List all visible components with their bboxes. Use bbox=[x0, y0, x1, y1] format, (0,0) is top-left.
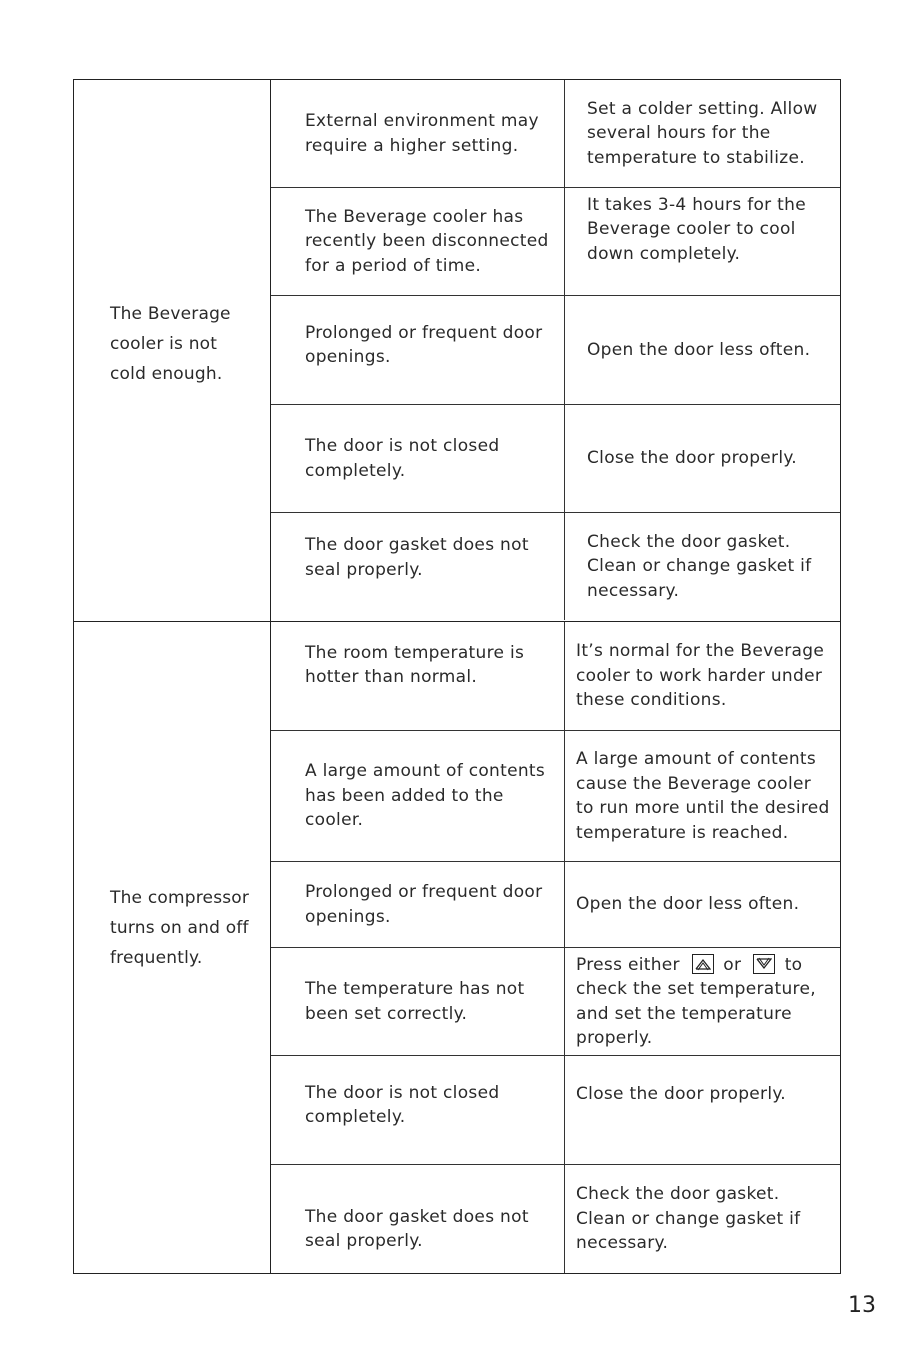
cause-cell: The Beverage cooler has recently been disconnected for a period of time. bbox=[305, 206, 549, 276]
table-row bbox=[271, 1165, 840, 1273]
solution-cell: Close the door properly. bbox=[564, 405, 840, 512]
problem-cell bbox=[74, 622, 271, 1273]
cause-cell: A large amount of contents has been added to the cooler. bbox=[305, 761, 546, 831]
problem-cell bbox=[74, 80, 271, 621]
cause-cell: The door is not closed completely. bbox=[305, 1082, 500, 1127]
up-arrow-key-icon bbox=[692, 954, 714, 974]
solution-cell: Open the door less often. bbox=[564, 862, 840, 947]
page-number: 13 bbox=[848, 1293, 876, 1318]
solution-cell: It’s normal for the Beverage cooler to work harder under these conditions. bbox=[564, 622, 840, 730]
solution-cell: Close the door properly. bbox=[564, 1056, 840, 1164]
section-compressor bbox=[74, 622, 840, 1273]
solution-cell bbox=[564, 948, 840, 1055]
table-row bbox=[271, 731, 840, 862]
cause-cell: The door gasket does not seal properly. bbox=[305, 535, 529, 580]
section-not-cold bbox=[74, 80, 840, 622]
solution-cell: Set a colder setting. Allow several hours for the temperature to stabilize. bbox=[564, 80, 840, 187]
table-row bbox=[271, 188, 840, 296]
table-row bbox=[271, 862, 840, 948]
cause-cell: Prolonged or frequent door openings. bbox=[305, 322, 543, 367]
solution-cell: Check the door gasket. Clean or change gasket if necessary. bbox=[564, 513, 840, 620]
solution-text-or: or bbox=[723, 954, 742, 975]
solution-text-rest: to check the set temperature, and set the temperature properly. bbox=[576, 954, 816, 1048]
solution-cell: It takes 3-4 hours for the Beverage cooler to cool down completely. bbox=[564, 188, 840, 295]
table-row bbox=[271, 948, 840, 1056]
down-arrow-key-icon bbox=[753, 954, 775, 974]
cause-cell: The door gasket does not seal properly. bbox=[305, 1206, 529, 1251]
problem-text: The Beverage cooler is not cold enough. bbox=[110, 303, 231, 384]
table-row bbox=[271, 296, 840, 405]
table-row bbox=[271, 622, 840, 731]
troubleshooting-table bbox=[73, 79, 841, 1274]
cause-cell: The room temperature is hotter than normal. bbox=[305, 642, 525, 687]
table-row bbox=[271, 405, 840, 513]
table-row bbox=[271, 1056, 840, 1165]
cause-cell: External environment may require a higher setting. bbox=[305, 111, 539, 156]
cause-cell: The door is not closed completely. bbox=[305, 436, 500, 481]
problem-text: The compressor turns on and off frequently. bbox=[110, 887, 250, 968]
solution-cell: Check the door gasket. Clean or change gasket if necessary. bbox=[564, 1165, 840, 1273]
table-row bbox=[271, 80, 840, 188]
solution-cell: Open the door less often. bbox=[564, 296, 840, 404]
table-row bbox=[271, 513, 840, 620]
cause-cell: The temperature has not been set correctly. bbox=[305, 979, 525, 1024]
solution-text-press: Press either bbox=[576, 954, 680, 975]
cause-cell: Prolonged or frequent door openings. bbox=[305, 882, 543, 927]
solution-cell: A large amount of contents cause the Beverage cooler to run more until the desired temperature is reached. bbox=[564, 731, 840, 861]
